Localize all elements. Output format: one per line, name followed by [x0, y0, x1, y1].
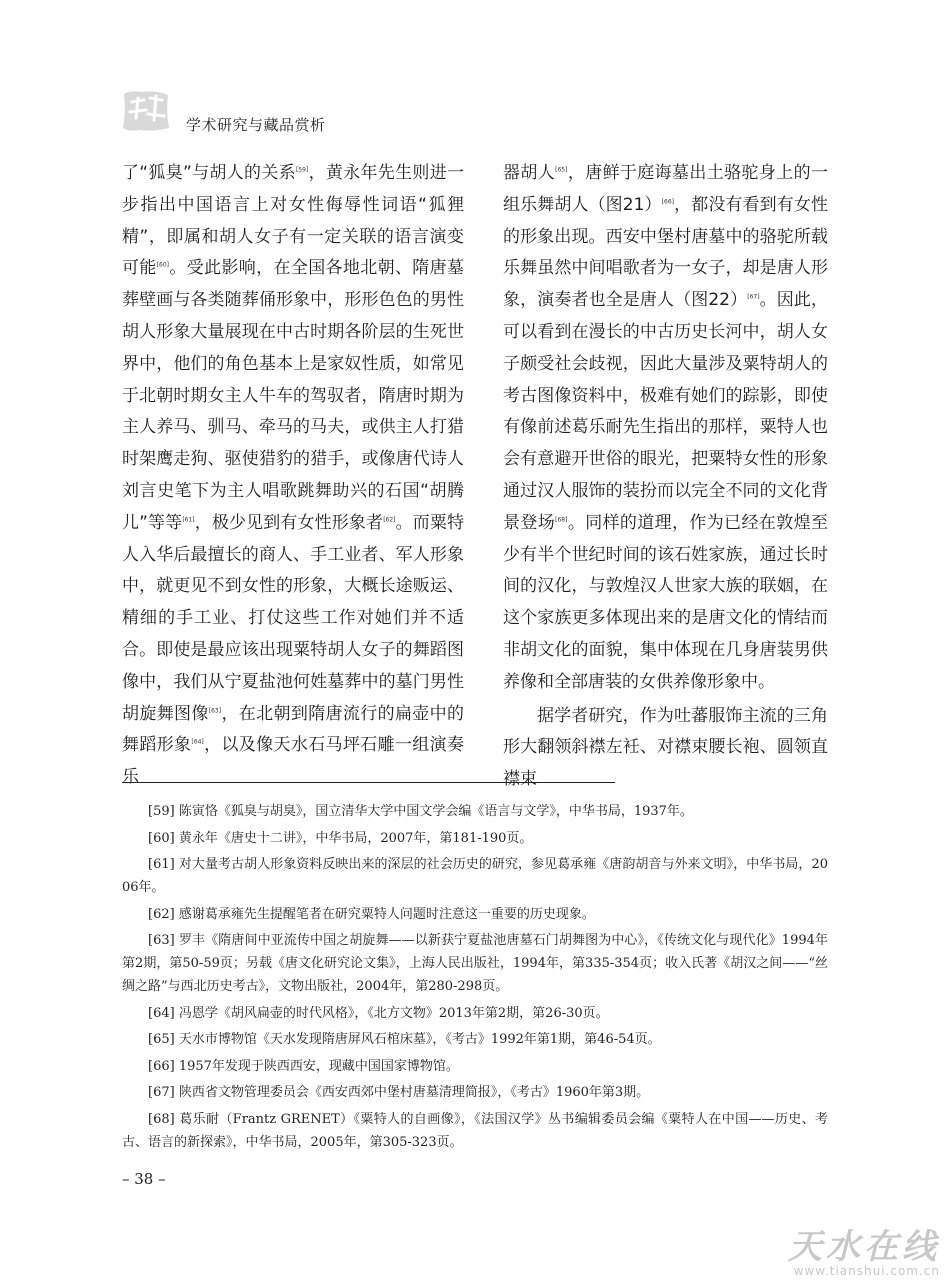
footnote-text: 葛乐耐（Frantz GRENET）《粟特人的自画像》，《法国汉学》丛书编辑委员会编《粟特人在中国——历史、考古、语言的新探索》，中华书局，2005年，第305-323页。	[122, 1111, 829, 1150]
footnote-ref[interactable]: [68]	[555, 516, 568, 524]
body-text: 。而粟特人入华后最擅长的商人、手工业者、军人形象中，就更见不到女性的形象，大概长途贩运、精细的手工业、打仗这些工作对她们并不适合。即使是最应该出现粟特胡人女子的舞蹈图像中，我们从宁夏盐池何姓墓葬中的墓门男性胡旋舞图像	[122, 512, 465, 724]
footnote-text: 罗丰《隋唐间中亚流传中国之胡旋舞——以新获宁夏盐池唐墓石门胡舞图为中心》，《传统文化与现代化》1994年第2期，第50-59页；另载《唐文化研究论文集》，上海人民出版社，1994年，第335-354页；收入氏著《胡汉之间——“丝绸之路”与西北历史考古》，文物出版社，2004年，第280-298页。	[122, 933, 828, 994]
footnote-number: [60]	[148, 830, 175, 846]
footnote-number: [63]	[148, 933, 175, 948]
footnotes	[122, 800, 828, 1157]
tianshui-wenbo-logo	[120, 88, 172, 134]
footnote-text: 感谢葛承雍先生提醒笔者在研究粟特人问题时注意这一重要的历史现象。	[178, 906, 595, 922]
footnote-text: 冯恩学《胡风扁壶的时代风格》，《北方文物》2013年第2期，第26-30页。	[178, 1005, 609, 1021]
footnote-ref[interactable]: [63]	[208, 706, 222, 714]
footnote-number: [67]	[148, 1085, 175, 1100]
body-text: 。同样的道理，作为已经在敦煌至少有半个世纪时间的该石姓家族，通过长时间的汉化，与敦煌汉人世家大族的联姻，在这个家族更多体现出来的是唐文化的情结而非胡文化的面貌，集中体现在几身唐装男供养像和全部唐装的女供养像形象中。	[503, 512, 829, 692]
footnote-number: [65]	[148, 1032, 175, 1047]
site-watermark	[730, 1219, 940, 1278]
footnote	[122, 1002, 828, 1025]
body-text: 了“狐臭”与胡人的关系	[122, 163, 296, 183]
footnote-number: [59]	[148, 804, 175, 819]
footnote-text: 对大量考古胡人形象资料反映出来的深层的社会历史的研究，参见葛承雍《唐韵胡音与外来文明》，中华书局，2006年。	[122, 857, 829, 895]
footnote	[122, 903, 828, 926]
footnote	[122, 827, 828, 850]
footnote-number: [61]	[148, 857, 175, 872]
body-text: ，在北朝到隋唐流行的扁壶中的舞蹈形象	[122, 703, 465, 756]
body-text: 器胡人	[503, 163, 556, 183]
body-left-column	[122, 158, 464, 794]
body-paragraph	[503, 158, 828, 699]
body-text: 。受此影响，在全国各地北朝、隋唐墓葬壁画与各类随葬俑形象中，形形色色的男性胡人形象大量展现在中古时期各阶层的生死世界中，他们的角色基本上是家奴性质，如常见于北朝时期女主人牛车的驾驭者，隋唐时期为主人养马、驯马、牵马的马夫，或供主人打猎时架鹰走狗、驱使猎豹的猎手，或像唐代诗人刘言史笔下为主人唱歌跳舞助兴的石国“胡腾儿”等等	[122, 258, 465, 533]
footnote	[122, 1055, 828, 1078]
footnote-ref[interactable]: [59]	[295, 166, 309, 174]
footnote-ref[interactable]: [61]	[182, 516, 195, 524]
footnote-number: [66]	[148, 1058, 175, 1074]
body-text: ，都没有看到有女性的形象出现。西安中堡村唐墓中的骆驼所载乐舞虽然中间唱歌者为一女子，却是唐人形象，演奏者也全是唐人（图22）	[503, 194, 828, 311]
footnote-number: [62]	[148, 906, 175, 922]
footnote-text: 陕西省文物管理委员会《西安西郊中堡村唐墓清理简报》，《考古》1960年第3期。	[178, 1085, 650, 1100]
footnote-number: [64]	[148, 1005, 175, 1021]
footnote-divider	[122, 782, 615, 783]
footnote-ref[interactable]: [66]	[661, 198, 674, 206]
footnote-ref[interactable]: [67]	[747, 293, 760, 301]
footnote	[122, 929, 828, 998]
body-text: ，黄永年先生则进一步指出中国语言上对女性侮辱性词语“狐狸精”，即属和胡人女子有一定关联的语言演变可能	[122, 163, 465, 279]
page-number: – 38 –	[122, 1170, 166, 1188]
body-text: ，极少见到有女性形象者	[194, 512, 384, 533]
footnote-text: 黄永年《唐史十二讲》，中华书局，2007年，第181-190页。	[178, 830, 533, 846]
logo-seal-icon	[120, 88, 172, 134]
footnote-text: 1957年发现于陕西西安，现藏中国国家博物馆。	[178, 1058, 459, 1074]
footnote	[122, 1081, 828, 1104]
footnote-ref[interactable]: [65]	[555, 166, 568, 174]
footnote-ref[interactable]: [60]	[156, 261, 170, 269]
body-paragraph: 据学者研究，作为吐蕃服饰主流的三角形大翻领斜襟左衽、对襟束腰长袍、圆领直襟束	[503, 705, 828, 790]
body-text: ，唐鲜于庭诲墓出土骆驼身上的一组乐舞胡人（图21）	[503, 163, 829, 215]
footnote	[122, 853, 828, 899]
footnote	[122, 800, 828, 823]
footnote-ref[interactable]: [64]	[191, 738, 204, 746]
section-title: 学术研究与藏品赏析	[186, 116, 326, 134]
body-right-column	[503, 158, 828, 796]
footnote-text: 天水市博物馆《天水发现隋唐屏风石棺床墓》，《考古》1992年第1期，第46-54页。	[178, 1032, 661, 1047]
footnote-ref[interactable]: [62]	[383, 516, 396, 524]
body-text: ，以及像天水石马坪石雕一组演奏乐	[122, 735, 465, 788]
footnote-text: 陈寅恪《狐臭与胡臭》，国立清华大学中国文学会编《语言与文学》，中华书局，1937年。	[178, 804, 693, 819]
footnote	[122, 1028, 828, 1051]
body-paragraph	[122, 158, 464, 794]
watermark-url: www.tianshui.com.cn	[793, 1264, 940, 1278]
footnote	[122, 1108, 828, 1154]
watermark-title: 天水在线	[788, 1227, 940, 1267]
body-text: 。因此，可以看到在漫长的中古历史长河中，胡人女子颇受社会歧视，因此大量涉及粟特胡人的考古图像资料中，极难有她们的踪影，即使有像前述葛乐耐先生指出的那样，粟特人也会有意避开世俗的眼光，把粟特女性的形象通过汉人服饰的装扮而以完全不同的文化背景登场	[503, 290, 828, 533]
footnote-number: [68]	[148, 1111, 175, 1127]
